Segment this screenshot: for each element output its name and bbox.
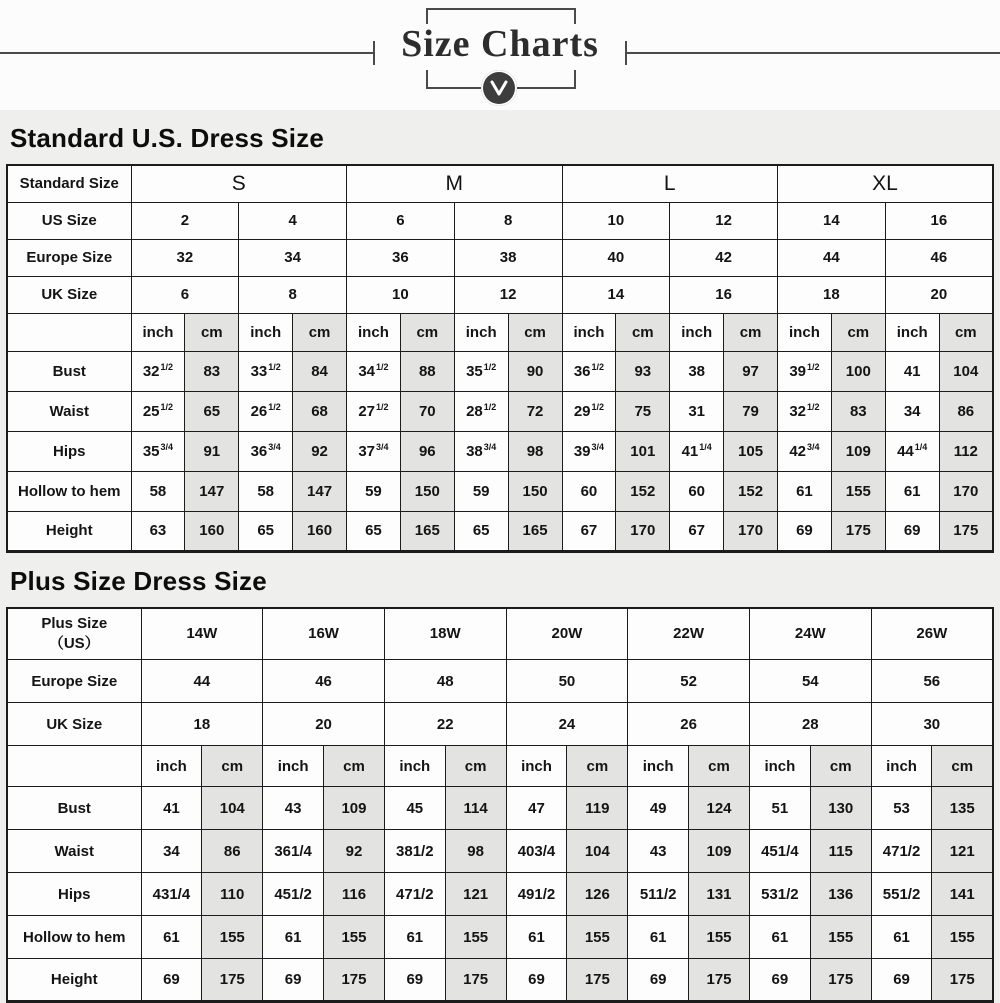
measure-cell: 175: [202, 959, 263, 1002]
measure-row: [7, 431, 993, 471]
size-cell: 6: [347, 202, 455, 239]
size-cell: 6: [131, 276, 239, 313]
size-cell: 22: [384, 703, 506, 746]
measure-cell: 61: [506, 916, 567, 959]
measure-row: [7, 351, 993, 391]
unit-cell: inch: [454, 313, 508, 351]
measure-cell: 61: [885, 471, 939, 511]
measure-cell: 114: [445, 787, 506, 830]
measure-cell: 69: [871, 959, 932, 1002]
measure-cell: 61: [628, 916, 689, 959]
size-row: [7, 660, 993, 703]
group-row-label: Plus Size （US）: [7, 608, 141, 660]
measure-cell: 361/4: [263, 830, 324, 873]
measure-cell: 47: [506, 787, 567, 830]
standard-size-table: [6, 164, 994, 553]
measure-cell: 98: [508, 431, 562, 471]
unit-cell: cm: [202, 746, 263, 787]
unit-cell: inch: [384, 746, 445, 787]
measure-cell: $38^{3/4}$: [454, 431, 508, 471]
measure-cell: 155: [932, 916, 993, 959]
measure-row-label: Height: [7, 959, 141, 1002]
measure-cell: 431/4: [141, 873, 202, 916]
measure-cell: 69: [749, 959, 810, 1002]
measure-cell: 165: [400, 511, 454, 551]
size-cell: 12: [670, 202, 778, 239]
size-cell: 10: [347, 276, 455, 313]
measure-cell: 90: [508, 351, 562, 391]
measure-cell: 88: [400, 351, 454, 391]
measure-cell: 65: [347, 511, 401, 551]
measure-row: [7, 830, 993, 873]
group-cell: 22W: [628, 608, 750, 660]
measure-cell: 100: [831, 351, 885, 391]
measure-row: [7, 916, 993, 959]
unit-cell: inch: [131, 313, 185, 351]
group-row-label: Standard Size: [7, 165, 131, 202]
size-cell: 14: [778, 202, 886, 239]
plus-size-section: [0, 553, 1000, 1003]
size-cell: 28: [749, 703, 871, 746]
measure-cell: 116: [324, 873, 385, 916]
measure-cell: 121: [932, 830, 993, 873]
measure-cell: 93: [616, 351, 670, 391]
size-cell: 42: [670, 239, 778, 276]
measure-cell: 70: [400, 391, 454, 431]
measure-cell: $25^{1/2}$: [131, 391, 185, 431]
measure-cell: 155: [810, 916, 871, 959]
measure-cell: 59: [347, 471, 401, 511]
group-cell: XL: [778, 165, 994, 202]
measure-cell: 471/2: [384, 873, 445, 916]
measure-cell: 65: [454, 511, 508, 551]
measure-cell: 75: [616, 391, 670, 431]
measure-cell: 131: [689, 873, 750, 916]
measure-cell: 58: [131, 471, 185, 511]
measure-cell: 147: [185, 471, 239, 511]
measure-row: [7, 391, 993, 431]
measure-cell: 115: [810, 830, 871, 873]
measure-cell: 60: [562, 471, 616, 511]
measure-cell: 175: [831, 511, 885, 551]
unit-header-row: [7, 746, 993, 787]
size-cell: 12: [454, 276, 562, 313]
measure-row-label: Bust: [7, 351, 131, 391]
measure-cell: 155: [324, 916, 385, 959]
group-cell: 26W: [871, 608, 993, 660]
size-group-row: [7, 165, 993, 202]
unit-cell: cm: [689, 746, 750, 787]
measure-cell: 61: [141, 916, 202, 959]
unit-cell: inch: [778, 313, 832, 351]
measure-cell: 511/2: [628, 873, 689, 916]
size-row: [7, 239, 993, 276]
size-cell: 8: [454, 202, 562, 239]
size-cell: 4: [239, 202, 347, 239]
measure-cell: $35^{3/4}$: [131, 431, 185, 471]
measure-cell: 41: [141, 787, 202, 830]
measure-cell: 121: [445, 873, 506, 916]
unit-header-row: [7, 313, 993, 351]
measure-cell: $39^{3/4}$: [562, 431, 616, 471]
page-title: Size Charts: [0, 22, 1000, 66]
measure-cell: 97: [724, 351, 778, 391]
size-cell: 50: [506, 660, 628, 703]
size-cell: 46: [263, 660, 385, 703]
measure-cell: 160: [185, 511, 239, 551]
measure-cell: 150: [400, 471, 454, 511]
measure-cell: 124: [689, 787, 750, 830]
measure-row-label: Hollow to hem: [7, 471, 131, 511]
unit-cell: inch: [628, 746, 689, 787]
measure-cell: 34: [885, 391, 939, 431]
measure-cell: 79: [724, 391, 778, 431]
measure-cell: 109: [831, 431, 885, 471]
unit-cell: cm: [616, 313, 670, 351]
measure-cell: 69: [506, 959, 567, 1002]
measure-row-label: Waist: [7, 830, 141, 873]
measure-row-label: Hips: [7, 873, 141, 916]
size-row: [7, 202, 993, 239]
measure-cell: 155: [445, 916, 506, 959]
measure-cell: 67: [670, 511, 724, 551]
measure-cell: $42^{3/4}$: [778, 431, 832, 471]
unit-cell: cm: [324, 746, 385, 787]
measure-cell: 109: [689, 830, 750, 873]
size-row-label: Europe Size: [7, 660, 141, 703]
measure-cell: $37^{3/4}$: [347, 431, 401, 471]
size-cell: 52: [628, 660, 750, 703]
measure-cell: 49: [628, 787, 689, 830]
measure-cell: $29^{1/2}$: [562, 391, 616, 431]
measure-cell: $32^{1/2}$: [131, 351, 185, 391]
measure-cell: 86: [202, 830, 263, 873]
measure-cell: 551/2: [871, 873, 932, 916]
size-cell: 16: [885, 202, 993, 239]
measure-cell: $26^{1/2}$: [239, 391, 293, 431]
measure-cell: 175: [567, 959, 628, 1002]
header: [0, 0, 1000, 110]
measure-cell: 471/2: [871, 830, 932, 873]
measure-cell: 65: [185, 391, 239, 431]
unit-cell: cm: [939, 313, 993, 351]
measure-cell: 175: [810, 959, 871, 1002]
unit-cell: cm: [932, 746, 993, 787]
measure-row: [7, 873, 993, 916]
measure-cell: 155: [202, 916, 263, 959]
unit-cell: inch: [562, 313, 616, 351]
size-cell: 10: [562, 202, 670, 239]
size-row-label: UK Size: [7, 703, 141, 746]
measure-cell: 175: [324, 959, 385, 1002]
unit-cell: inch: [347, 313, 401, 351]
measure-cell: 491/2: [506, 873, 567, 916]
size-cell: 48: [384, 660, 506, 703]
measure-cell: 136: [810, 873, 871, 916]
measure-cell: $33^{1/2}$: [239, 351, 293, 391]
measure-cell: 141: [932, 873, 993, 916]
measure-row-label: Hips: [7, 431, 131, 471]
measure-cell: 61: [384, 916, 445, 959]
measure-cell: 38: [670, 351, 724, 391]
measure-cell: 60: [670, 471, 724, 511]
measure-cell: 152: [616, 471, 670, 511]
measure-cell: 43: [263, 787, 324, 830]
unit-row-empty-label: [7, 746, 141, 787]
size-cell: 32: [131, 239, 239, 276]
measure-cell: $36^{3/4}$: [239, 431, 293, 471]
unit-cell: cm: [831, 313, 885, 351]
size-row-label: UK Size: [7, 276, 131, 313]
measure-cell: 41: [885, 351, 939, 391]
unit-cell: inch: [141, 746, 202, 787]
measure-cell: 72: [508, 391, 562, 431]
measure-cell: 69: [778, 511, 832, 551]
measure-cell: 160: [293, 511, 347, 551]
measure-cell: 147: [293, 471, 347, 511]
measure-cell: $32^{1/2}$: [778, 391, 832, 431]
size-cell: 20: [263, 703, 385, 746]
measure-cell: 31: [670, 391, 724, 431]
group-cell: 18W: [384, 608, 506, 660]
measure-cell: $39^{1/2}$: [778, 351, 832, 391]
measure-cell: 83: [185, 351, 239, 391]
measure-cell: 61: [263, 916, 324, 959]
unit-cell: cm: [185, 313, 239, 351]
measure-row: [7, 471, 993, 511]
measure-cell: 152: [724, 471, 778, 511]
measure-cell: 67: [562, 511, 616, 551]
size-row: [7, 276, 993, 313]
group-cell: L: [562, 165, 778, 202]
group-cell: 16W: [263, 608, 385, 660]
size-cell: 40: [562, 239, 670, 276]
size-cell: 14: [562, 276, 670, 313]
measure-cell: $34^{1/2}$: [347, 351, 401, 391]
unit-cell: cm: [810, 746, 871, 787]
measure-cell: 175: [689, 959, 750, 1002]
measure-cell: 104: [939, 351, 993, 391]
measure-cell: 130: [810, 787, 871, 830]
measure-cell: 175: [932, 959, 993, 1002]
size-cell: 56: [871, 660, 993, 703]
group-cell: 20W: [506, 608, 628, 660]
unit-cell: inch: [871, 746, 932, 787]
size-cell: 18: [778, 276, 886, 313]
size-cell: 8: [239, 276, 347, 313]
unit-cell: inch: [239, 313, 293, 351]
measure-cell: 61: [749, 916, 810, 959]
measure-cell: 86: [939, 391, 993, 431]
group-cell: 24W: [749, 608, 871, 660]
measure-cell: 61: [778, 471, 832, 511]
measure-cell: $44^{1/4}$: [885, 431, 939, 471]
measure-cell: 63: [131, 511, 185, 551]
size-cell: 38: [454, 239, 562, 276]
measure-cell: 165: [508, 511, 562, 551]
unit-cell: inch: [506, 746, 567, 787]
measure-row-label: Waist: [7, 391, 131, 431]
unit-cell: inch: [670, 313, 724, 351]
measure-cell: 92: [293, 431, 347, 471]
measure-row-label: Bust: [7, 787, 141, 830]
size-cell: 36: [347, 239, 455, 276]
measure-cell: 112: [939, 431, 993, 471]
unit-cell: inch: [263, 746, 324, 787]
unit-cell: inch: [885, 313, 939, 351]
size-cell: 44: [778, 239, 886, 276]
standard-size-title: Standard U.S. Dress Size: [0, 110, 1000, 164]
measure-cell: 105: [724, 431, 778, 471]
measure-cell: 155: [567, 916, 628, 959]
measure-cell: 84: [293, 351, 347, 391]
size-cell: 46: [885, 239, 993, 276]
chevron-down-icon: [481, 70, 517, 106]
measure-row: [7, 511, 993, 551]
size-cell: 18: [141, 703, 263, 746]
measure-cell: 170: [724, 511, 778, 551]
measure-cell: 69: [263, 959, 324, 1002]
measure-cell: 53: [871, 787, 932, 830]
size-row: [7, 703, 993, 746]
measure-cell: 96: [400, 431, 454, 471]
measure-cell: 119: [567, 787, 628, 830]
measure-cell: 69: [384, 959, 445, 1002]
measure-cell: 170: [616, 511, 670, 551]
measure-cell: 65: [239, 511, 293, 551]
unit-cell: cm: [445, 746, 506, 787]
size-cell: 44: [141, 660, 263, 703]
size-row-label: Europe Size: [7, 239, 131, 276]
measure-cell: 135: [932, 787, 993, 830]
measure-cell: 68: [293, 391, 347, 431]
unit-cell: cm: [508, 313, 562, 351]
measure-row: [7, 787, 993, 830]
measure-cell: 51: [749, 787, 810, 830]
measure-cell: 170: [939, 471, 993, 511]
measure-row: [7, 959, 993, 1002]
size-cell: 16: [670, 276, 778, 313]
measure-cell: 110: [202, 873, 263, 916]
unit-row-empty-label: [7, 313, 131, 351]
size-cell: 34: [239, 239, 347, 276]
size-group-row: [7, 608, 993, 660]
measure-cell: $28^{1/2}$: [454, 391, 508, 431]
measure-cell: 451/2: [263, 873, 324, 916]
plus-size-table: [6, 607, 994, 1003]
measure-row-label: Hollow to hem: [7, 916, 141, 959]
unit-cell: cm: [567, 746, 628, 787]
size-cell: 20: [885, 276, 993, 313]
measure-cell: 155: [689, 916, 750, 959]
unit-cell: cm: [724, 313, 778, 351]
measure-cell: 104: [202, 787, 263, 830]
measure-cell: $41^{1/4}$: [670, 431, 724, 471]
measure-row-label: Height: [7, 511, 131, 551]
unit-cell: cm: [400, 313, 454, 351]
measure-cell: 109: [324, 787, 385, 830]
measure-cell: 69: [141, 959, 202, 1002]
group-cell: 14W: [141, 608, 263, 660]
group-cell: S: [131, 165, 347, 202]
measure-cell: 155: [831, 471, 885, 511]
measure-cell: 69: [628, 959, 689, 1002]
measure-cell: 61: [871, 916, 932, 959]
standard-size-section: [0, 110, 1000, 553]
unit-cell: inch: [749, 746, 810, 787]
size-cell: 2: [131, 202, 239, 239]
measure-cell: 91: [185, 431, 239, 471]
measure-cell: 34: [141, 830, 202, 873]
measure-cell: 126: [567, 873, 628, 916]
measure-cell: 45: [384, 787, 445, 830]
unit-cell: cm: [293, 313, 347, 351]
size-cell: 30: [871, 703, 993, 746]
size-cell: 26: [628, 703, 750, 746]
measure-cell: 59: [454, 471, 508, 511]
size-cell: 24: [506, 703, 628, 746]
measure-cell: 381/2: [384, 830, 445, 873]
measure-cell: $35^{1/2}$: [454, 351, 508, 391]
measure-cell: 58: [239, 471, 293, 511]
measure-cell: 403/4: [506, 830, 567, 873]
size-row-label: US Size: [7, 202, 131, 239]
measure-cell: 69: [885, 511, 939, 551]
measure-cell: 43: [628, 830, 689, 873]
measure-cell: 451/4: [749, 830, 810, 873]
measure-cell: 104: [567, 830, 628, 873]
measure-cell: 98: [445, 830, 506, 873]
measure-cell: 150: [508, 471, 562, 511]
measure-cell: 92: [324, 830, 385, 873]
measure-cell: $27^{1/2}$: [347, 391, 401, 431]
group-cell: M: [347, 165, 563, 202]
measure-cell: $36^{1/2}$: [562, 351, 616, 391]
size-cell: 54: [749, 660, 871, 703]
measure-cell: 531/2: [749, 873, 810, 916]
measure-cell: 101: [616, 431, 670, 471]
measure-cell: 175: [939, 511, 993, 551]
measure-cell: 83: [831, 391, 885, 431]
plus-size-title: Plus Size Dress Size: [0, 553, 1000, 607]
measure-cell: 175: [445, 959, 506, 1002]
